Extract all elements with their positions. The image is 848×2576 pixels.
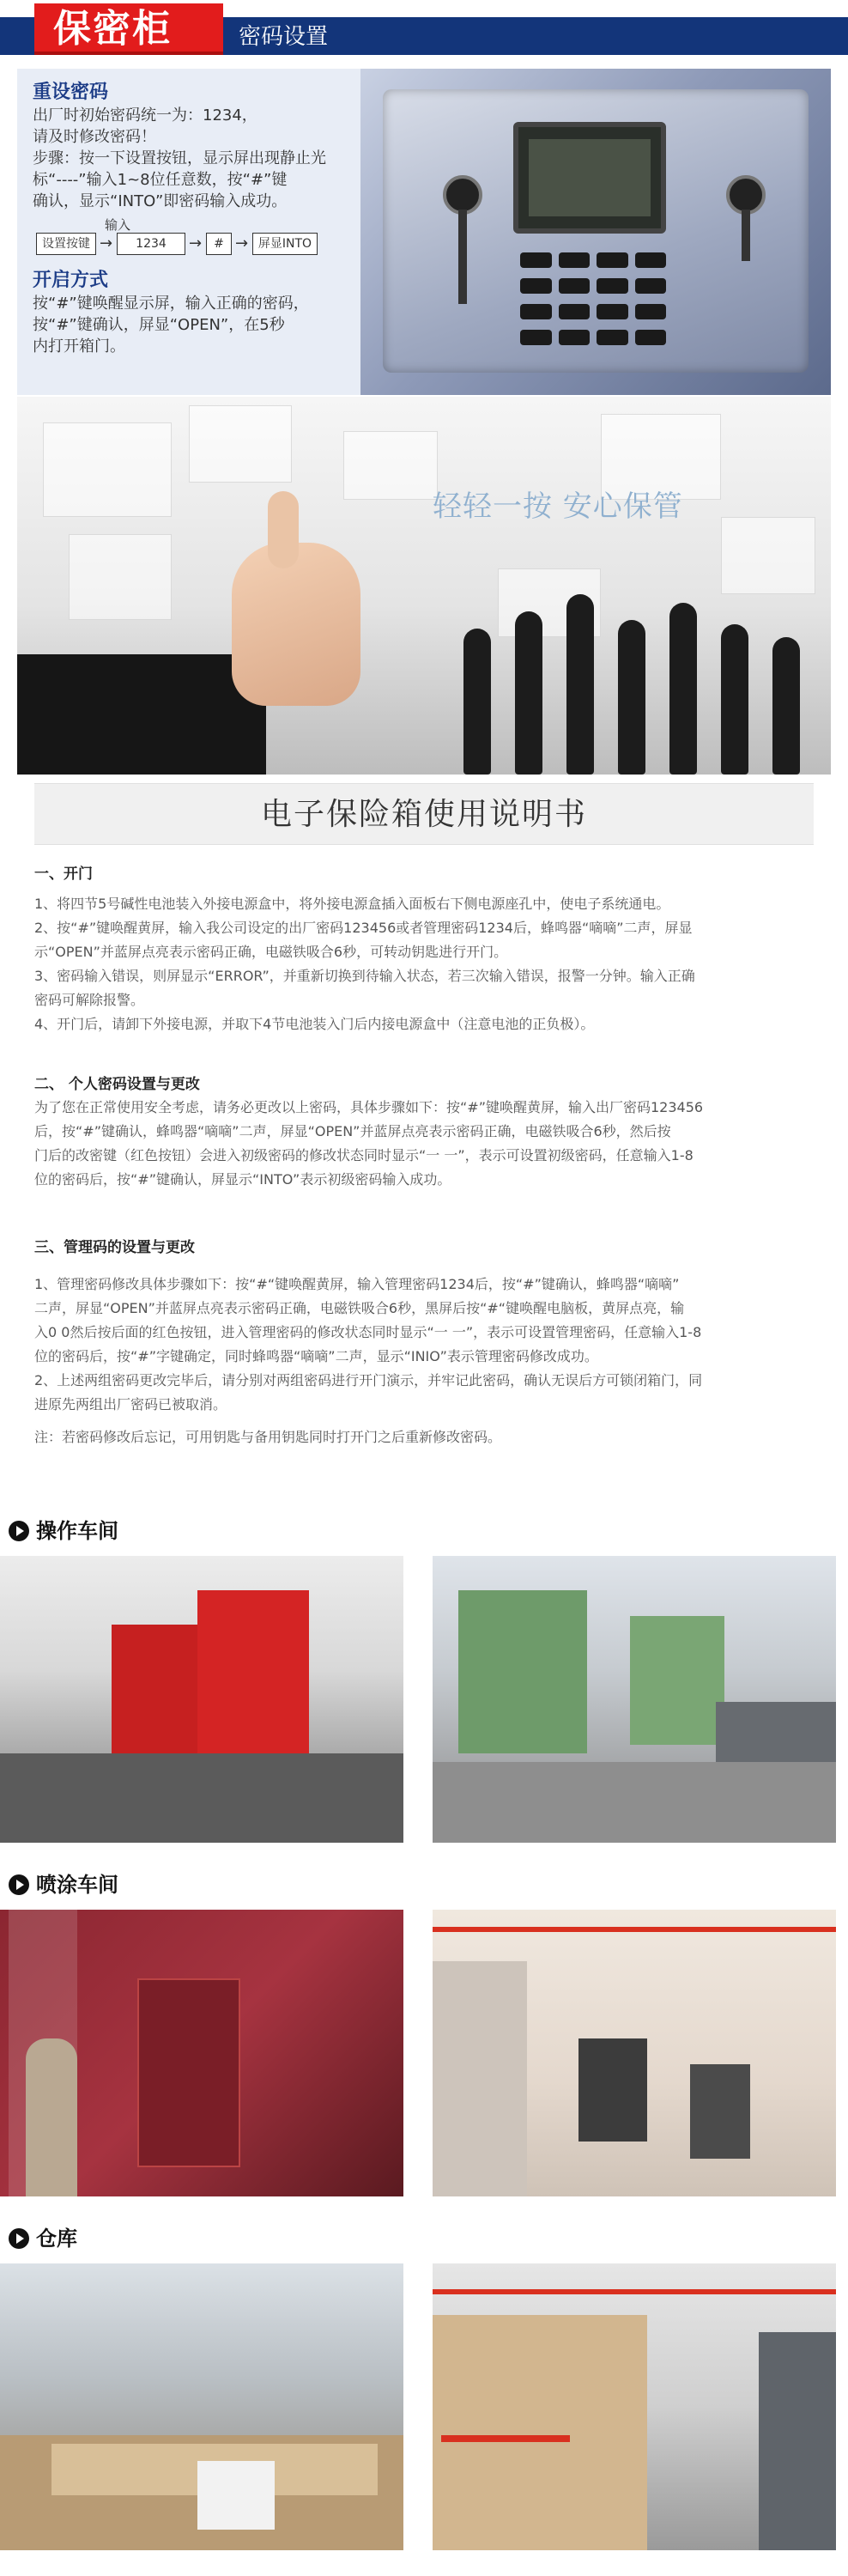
key-icon — [742, 210, 750, 261]
workshop-photo — [433, 1556, 836, 1843]
arrow-right-icon: → — [189, 234, 203, 252]
section-line: 2、上述两组密码更改完毕后，请分别对两组密码进行开门演示，并牢记此密码，确认无误后方可锁闭箱门，同 — [34, 1372, 703, 1388]
hand-illustration — [232, 543, 360, 706]
section-line: 1、管理密码修改具体步骤如下：按“#“键唤醒黄屏，输入管理密码1234后，按“#”键确认，蜂鸣器“嘀嘀” — [34, 1276, 680, 1292]
section-line: 2、按“#”键唤醒黄屏，输入我公司设定的出厂密码123456或者管理密码1234后，蜂鸣器“嘀嘀”二声，屏显 — [34, 920, 693, 936]
section-line: 后，按“#”键确认，蜂鸣器“嘀嘀”二声，屏显“OPEN”并蓝屏点亮表示密码正确，电磁铁吸合6秒，然后按 — [34, 1123, 671, 1139]
play-circle-icon — [9, 1521, 29, 1541]
workshop-photo — [433, 1910, 836, 2196]
section-line: 门后的改密键（红色按钮）会进入初级密码的修改状态同时显示“一 一”，表示可设置初级密码，任意输入1-8 — [34, 1147, 694, 1163]
person-silhouette — [669, 603, 697, 775]
lock-plate — [383, 89, 809, 373]
section-title: 一、开门 — [34, 866, 93, 883]
arrow-right-icon: → — [235, 234, 249, 252]
workshop-photo — [0, 2263, 403, 2550]
workshop-heading — [9, 2226, 77, 2251]
section-title: 二、 个人密码设置与更改 — [34, 1076, 200, 1093]
section-title: 三、管理码的设置与更改 — [34, 1239, 195, 1256]
workshop-title: 喷涂车间 — [36, 1873, 118, 1897]
arrow-right-icon: → — [100, 234, 113, 252]
reset-line: 出厂时初始密码统一为：1234， — [33, 106, 257, 125]
open-method-title: 开启方式 — [33, 270, 109, 291]
section-line: 密码可解除报警。 — [34, 992, 145, 1008]
workshop-photo — [433, 2263, 836, 2550]
flow-step-box: # — [206, 233, 232, 255]
section-line: 3、密码输入错误，则屏显示“ERROR”，并重新切换到待输入状态，若三次输入错误，报警一分钟。输入正确 — [34, 968, 695, 984]
person-silhouette — [515, 611, 542, 775]
brand-tag — [34, 3, 223, 55]
workshop-photo — [0, 1910, 403, 2196]
manual-title: 电子保险箱使用说明书 — [260, 797, 587, 832]
section-line: 1、将四节5号碱性电池装入外接电源盒中，将外接电源盒插入面板右下侧电源座孔中，使电子系统通电。 — [34, 896, 670, 912]
section-admin-password — [34, 1236, 814, 1449]
reset-line: 步骤：按一下设置按钮，显示屏出现静止光 — [33, 149, 326, 167]
section-line: 示“OPEN”并蓝屏点亮表示密码正确，电磁铁吸合6秒，可转动钥匙进行开门。 — [34, 944, 508, 960]
workshop-heading — [9, 1518, 118, 1544]
password-panel — [17, 69, 831, 395]
flow-step-box: 屏显INTO — [252, 233, 318, 255]
pointing-finger — [268, 491, 299, 568]
section-open-door — [34, 863, 814, 1036]
reset-flow-diagram — [33, 216, 345, 260]
section-line: 4、开门后，请卸下外接电源，并取下4节电池装入门后内接电源盒中（注意电池的正负极）。 — [34, 1016, 595, 1032]
manual-note: 注：若密码修改后忘记，可用钥匙与备用钥匙同时打开门之后重新修改密码。 — [34, 1429, 502, 1445]
flow-step-box: 设置按键 — [36, 233, 96, 255]
person-silhouette — [463, 629, 491, 775]
section-personal-password — [34, 1073, 814, 1192]
section-line: 位的密码后，按“#”字键确定，同时蜂鸣器“嘀嘀”二声，显示“INIO”表示管理密码修改成功。 — [34, 1348, 598, 1364]
play-circle-icon — [9, 1874, 29, 1895]
section-line: 进原先两组出厂密码已被取消。 — [34, 1396, 227, 1413]
section-line: 位的密码后，按“#”键确认，屏显示“INTO”表示初级密码输入成功。 — [34, 1171, 451, 1188]
reset-line: 确认，显示“INTO”即密码输入成功。 — [33, 192, 288, 210]
key-icon — [458, 210, 467, 304]
workshop-title: 操作车间 — [36, 1519, 118, 1543]
brand-title: 保密柜 — [53, 7, 172, 51]
person-silhouette — [772, 637, 800, 775]
reset-line: 标“----”输入1~8位任意数，按“#”键 — [33, 171, 288, 189]
reset-password-title: 重设密码 — [33, 82, 109, 103]
open-line: 按“#”键唤醒显示屏，输入正确的密码， — [33, 295, 309, 313]
person-silhouette — [721, 624, 748, 775]
play-circle-icon — [9, 2228, 29, 2249]
person-silhouette — [566, 594, 594, 775]
open-line: 内打开箱门。 — [33, 337, 125, 355]
businessman-arm — [17, 654, 266, 775]
section-line: 入0 0然后按后面的红色按钮，进入管理密码的修改状态同时显示“一 一”，表示可设置管理密码，任意输入1-8 — [34, 1324, 702, 1340]
safe-lock-photo — [360, 69, 831, 395]
workshop-heading — [9, 1872, 118, 1898]
reset-line: 请及时修改密码！ — [33, 128, 156, 146]
manual-header — [34, 783, 814, 845]
lcd-screen — [513, 122, 666, 234]
flow-step-box: 1234 — [117, 233, 185, 255]
person-silhouette — [618, 620, 645, 775]
section-line: 二声，屏显“OPEN”并蓝屏点亮表示密码正确，电磁铁吸合6秒，黑屏后按“#“键唤醒电脑板，黄屏点亮，输 — [34, 1300, 685, 1316]
keypad — [520, 252, 666, 347]
banner-slogan: 轻轻一按 安心保管 — [433, 489, 683, 524]
workshop-title: 仓库 — [36, 2227, 77, 2251]
section-line: 为了您在正常使用安全考虑，请务必更改以上密码，具体步骤如下：按“#”键唤醒黄屏，输入出厂密码123456 — [34, 1099, 704, 1115]
header-subtitle: 密码设置 — [239, 24, 329, 50]
flow-input-label: 输入 — [105, 217, 131, 233]
password-instructions — [17, 69, 360, 395]
hero-banner — [17, 397, 831, 775]
page-header — [0, 0, 848, 58]
open-line: 按“#”键确认，屏显“OPEN”，在5秒 — [33, 316, 285, 334]
workshop-photo — [0, 1556, 403, 1843]
